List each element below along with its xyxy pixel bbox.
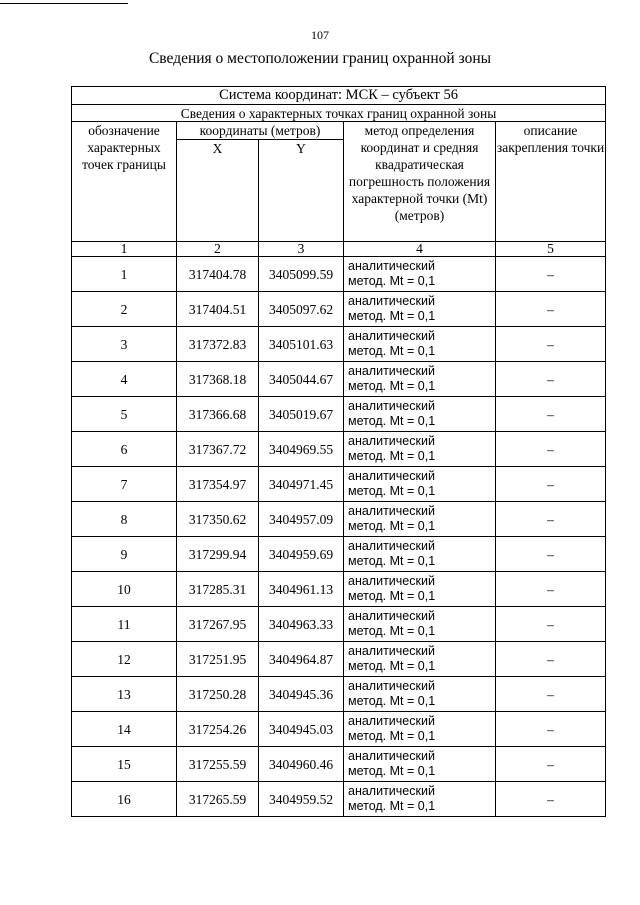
point-number: 12 — [72, 642, 177, 677]
method — [344, 747, 496, 782]
fixing-description: – — [496, 397, 606, 432]
x-coordinate: 317404.51 — [177, 292, 259, 327]
table-row — [72, 712, 606, 747]
x-coordinate: 317367.72 — [177, 432, 259, 467]
y-coordinate: 3404964.87 — [259, 642, 344, 677]
point-number: 5 — [72, 397, 177, 432]
header-x: X — [177, 140, 259, 242]
method-line: аналитический — [348, 364, 435, 378]
y-coordinate: 3405099.59 — [259, 257, 344, 292]
fixing-description: – — [496, 747, 606, 782]
fixing-description: – — [496, 642, 606, 677]
method — [344, 642, 496, 677]
point-number: 1 — [72, 257, 177, 292]
method — [344, 362, 496, 397]
point-number: 8 — [72, 502, 177, 537]
table-row — [72, 397, 606, 432]
method-line: аналитический — [348, 329, 435, 343]
point-number: 14 — [72, 712, 177, 747]
y-coordinate: 3404961.13 — [259, 572, 344, 607]
point-number: 2 — [72, 292, 177, 327]
table-row — [72, 782, 606, 817]
table-row — [72, 607, 606, 642]
x-coordinate: 317285.31 — [177, 572, 259, 607]
method-line: аналитический — [348, 574, 435, 588]
header-coordinates: координаты (метров) — [177, 122, 344, 140]
x-coordinate: 317254.26 — [177, 712, 259, 747]
method-line: аналитический — [348, 714, 435, 728]
top-rule — [0, 3, 128, 4]
fixing-description: – — [496, 502, 606, 537]
fixing-description: – — [496, 607, 606, 642]
column-number: 2 — [177, 242, 259, 257]
method — [344, 677, 496, 712]
table-row — [72, 292, 606, 327]
x-coordinate: 317350.62 — [177, 502, 259, 537]
fixing-description: – — [496, 327, 606, 362]
method-line: аналитический — [348, 539, 435, 553]
method-line: аналитический — [348, 504, 435, 518]
column-number: 1 — [72, 242, 177, 257]
x-coordinate: 317404.78 — [177, 257, 259, 292]
fixing-description: – — [496, 467, 606, 502]
x-coordinate: 317372.83 — [177, 327, 259, 362]
point-number: 15 — [72, 747, 177, 782]
fixing-description: – — [496, 432, 606, 467]
header-y: Y — [259, 140, 344, 242]
method — [344, 327, 496, 362]
point-number: 11 — [72, 607, 177, 642]
method-line: метод. Mt = 0,1 — [348, 764, 436, 778]
method-line: метод. Mt = 0,1 — [348, 344, 436, 358]
x-coordinate: 317267.95 — [177, 607, 259, 642]
table-row — [72, 572, 606, 607]
method-line: метод. Mt = 0,1 — [348, 449, 436, 463]
x-coordinate: 317265.59 — [177, 782, 259, 817]
method-line: аналитический — [348, 469, 435, 483]
method-line: метод. Mt = 0,1 — [348, 729, 436, 743]
method-line: метод. Mt = 0,1 — [348, 799, 436, 813]
method — [344, 712, 496, 747]
coordinates-table — [71, 86, 606, 817]
column-number: 4 — [344, 242, 496, 257]
x-coordinate: 317299.94 — [177, 537, 259, 572]
method-line: аналитический — [348, 644, 435, 658]
fixing-description: – — [496, 677, 606, 712]
y-coordinate: 3404959.69 — [259, 537, 344, 572]
method-line: аналитический — [348, 784, 435, 798]
method — [344, 257, 496, 292]
method-line: метод. Mt = 0,1 — [348, 309, 436, 323]
fixing-description: – — [496, 537, 606, 572]
coordinate-system-label: Система координат: МСК – субъект 56 — [72, 87, 606, 105]
y-coordinate: 3404960.46 — [259, 747, 344, 782]
method-line: метод. Mt = 0,1 — [348, 694, 436, 708]
fixing-description: – — [496, 712, 606, 747]
method-line: аналитический — [348, 609, 435, 623]
x-coordinate: 317354.97 — [177, 467, 259, 502]
y-coordinate: 3405019.67 — [259, 397, 344, 432]
method — [344, 292, 496, 327]
point-number: 6 — [72, 432, 177, 467]
header-method: метод определения координат и средняя квадратическая погрешность положения характерной точки (Mt) (метров) — [344, 122, 496, 242]
method-line: метод. Mt = 0,1 — [348, 659, 436, 673]
y-coordinate: 3404945.36 — [259, 677, 344, 712]
table-subtitle: Сведения о характерных точках границ охранной зоны — [72, 105, 606, 122]
method-line: метод. Mt = 0,1 — [348, 274, 436, 288]
method-line: аналитический — [348, 259, 435, 273]
table-row — [72, 327, 606, 362]
column-number: 5 — [496, 242, 606, 257]
point-number: 4 — [72, 362, 177, 397]
x-coordinate: 317251.95 — [177, 642, 259, 677]
table-row — [72, 362, 606, 397]
table-row — [72, 432, 606, 467]
point-number: 13 — [72, 677, 177, 712]
method — [344, 467, 496, 502]
method-line: метод. Mt = 0,1 — [348, 519, 436, 533]
method — [344, 782, 496, 817]
method-line: метод. Mt = 0,1 — [348, 484, 436, 498]
method-line: метод. Mt = 0,1 — [348, 379, 436, 393]
table-row — [72, 747, 606, 782]
method-line: метод. Mt = 0,1 — [348, 589, 436, 603]
point-number: 3 — [72, 327, 177, 362]
method — [344, 432, 496, 467]
x-coordinate: 317255.59 — [177, 747, 259, 782]
method — [344, 537, 496, 572]
fixing-description: – — [496, 362, 606, 397]
fixing-description: – — [496, 292, 606, 327]
y-coordinate: 3404945.03 — [259, 712, 344, 747]
x-coordinate: 317366.68 — [177, 397, 259, 432]
y-coordinate: 3404963.33 — [259, 607, 344, 642]
page-number: 107 — [311, 28, 329, 42]
point-number: 7 — [72, 467, 177, 502]
table-row — [72, 642, 606, 677]
method-line: аналитический — [348, 749, 435, 763]
header-fixing: описание закрепления точки — [496, 122, 606, 242]
fixing-description: – — [496, 572, 606, 607]
y-coordinate: 3405044.67 — [259, 362, 344, 397]
table-row — [72, 467, 606, 502]
column-number: 3 — [259, 242, 344, 257]
y-coordinate: 3405097.62 — [259, 292, 344, 327]
method-line: аналитический — [348, 679, 435, 693]
header-point-designation: обозначение характерных точек границы — [72, 122, 177, 242]
method — [344, 572, 496, 607]
table-row — [72, 257, 606, 292]
point-number: 10 — [72, 572, 177, 607]
page-title: Сведения о местоположении границ охранной зоны — [148, 50, 492, 67]
method — [344, 607, 496, 642]
method-line: аналитический — [348, 434, 435, 448]
fixing-description: – — [496, 257, 606, 292]
method — [344, 397, 496, 432]
table-row — [72, 537, 606, 572]
method — [344, 502, 496, 537]
y-coordinate: 3404959.52 — [259, 782, 344, 817]
method-line: аналитический — [348, 399, 435, 413]
point-number: 16 — [72, 782, 177, 817]
y-coordinate: 3404957.09 — [259, 502, 344, 537]
table-row — [72, 677, 606, 712]
method-line: аналитический — [348, 294, 435, 308]
y-coordinate: 3404971.45 — [259, 467, 344, 502]
fixing-description: – — [496, 782, 606, 817]
method-line: метод. Mt = 0,1 — [348, 554, 436, 568]
x-coordinate: 317368.18 — [177, 362, 259, 397]
method-line: метод. Mt = 0,1 — [348, 624, 436, 638]
table-row — [72, 502, 606, 537]
y-coordinate: 3405101.63 — [259, 327, 344, 362]
point-number: 9 — [72, 537, 177, 572]
method-line: метод. Mt = 0,1 — [348, 414, 436, 428]
y-coordinate: 3404969.55 — [259, 432, 344, 467]
x-coordinate: 317250.28 — [177, 677, 259, 712]
